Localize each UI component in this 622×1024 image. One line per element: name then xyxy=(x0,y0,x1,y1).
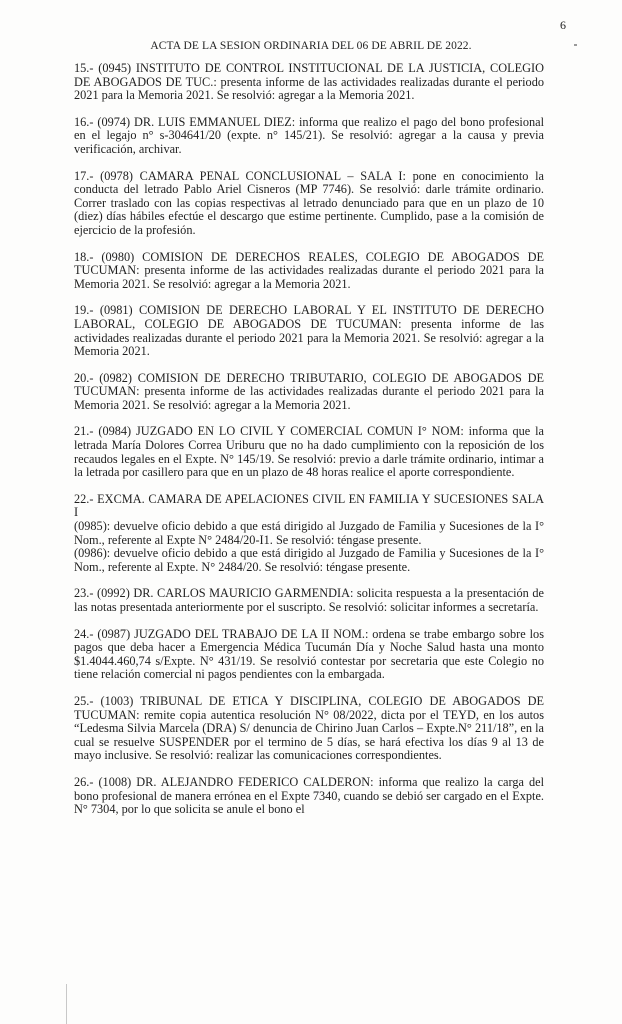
document-header: ACTA DE LA SESION ORDINARIA DEL 06 DE ABRIL DE 2022. xyxy=(150,40,472,52)
entry-23 xyxy=(74,587,544,614)
entry-paragraph: 24.- (0987) JUZGADO DEL TRABAJO DE LA II NOM.: ordena se trabe embargo sobre los pagos que deba hacer a Emergencia Médica Tucumán Día y Noche Salud hasta una monto $1.4044.460,74 s/Expte. N° 431/19. Se resolvió contestar por secretaria que este Colegio no tiene relación comercial ni pagos pendientes con la embargada. xyxy=(74,626,544,682)
entry-paragraph: 19.- (0981) COMISION DE DERECHO LABORAL Y EL INSTITUTO DE DERECHO LABORAL, COLEGIO DE ABOGADOS DE TUCUMAN: presenta informe de las actividades realizadas durante el periodo 2021 para la Memoria 2021. Se resolvió: agregar a la Memoria 2021. xyxy=(74,303,544,359)
entry-20 xyxy=(74,372,544,413)
entry-paragraph: 23.- (0992) DR. CARLOS MAURICIO GARMENDIA: solicita respuesta a la presentación de las notas presentada anteriormente por el suscripto. Se resolvió: solicitar informes a secretaría. xyxy=(74,586,544,614)
entry-17 xyxy=(74,170,544,238)
entry-26 xyxy=(74,776,544,817)
entry-18 xyxy=(74,251,544,292)
entry-heading: 22.- EXCMA. CAMARA DE APELACIONES CIVIL EN FAMILIA Y SUCESIONES SALA I xyxy=(74,491,544,520)
entry-paragraph: 21.- (0984) JUZGADO EN LO CIVIL Y COMERCIAL COMUN I° NOM: informa que la letrada María Dolores Correa Uriburu que no ha dado cumplimiento con la reposición de los recaudos legales en el Expte. N° 145/19. Se resolvió: previo a darle trámite ordinario, intimar a la letrada por casillero para que en un plazo de 48 horas realice el aporte correspondiente. xyxy=(74,424,544,480)
entry-paragraph: 15.- (0945) INSTITUTO DE CONTROL INSTITUCIONAL DE LA JUSTICIA, COLEGIO DE ABOGADOS DE TUC.: presenta informe de las actividades realizadas durante el periodo 2021 para la Memoria 2021. Se resolvió: agregar a la Memoria 2021. xyxy=(74,61,544,103)
entry-paragraph: 16.- (0974) DR. LUIS EMMANUEL DIEZ: informa que realizo el pago del bono profesional en el legajo n° s-304641/20 (expte. n° 145/21). Se resolvió: agregar a la causa y previa verificación, archivar. xyxy=(74,114,544,156)
entry-22 xyxy=(74,493,544,575)
entry-paragraph: 25.- (1003) TRIBUNAL DE ETICA Y DISCIPLINA, COLEGIO DE ABOGADOS DE TUCUMAN: remite copia autentica resolución N° 08/2022, dicta por el TEYD, en los autos “Ledesma Silvia Marcela (DRA) S/ denuncia de Chirino Juan Carlos – Expte.N° 211/18”, en la cual se resuelve SUSPENDER por el termino de 5 días, se hará efectiva los días 9 al 13 de mayo inclusive. Se resolvió: realizar las comunicaciones correspondientes. xyxy=(74,693,544,763)
entry-16 xyxy=(74,116,544,157)
page-number: 6 xyxy=(560,18,566,32)
entry-paragraph: (0985): devuelve oficio debido a que está dirigido al Juzgado de Familia y Sucesiones de la I° Nom., referente al Expte N° 2484/20-I1. Se resolvió: téngase presente. xyxy=(74,519,544,547)
entry-paragraph: (0986): devuelve oficio debido a que está dirigido al Juzgado de Familia y Sucesiones de la I° Nom., referente al Expte. N° 2484/20. Se resolvió: téngase presente. xyxy=(74,546,544,574)
entry-paragraph: 18.- (0980) COMISION DE DERECHOS REALES, COLEGIO DE ABOGADOS DE TUCUMAN: presenta informe de las actividades realizadas durante el periodo 2021 para la Memoria 2021. Se resolvió: agregar a la Memoria 2021. xyxy=(74,249,544,291)
entry-21 xyxy=(74,425,544,479)
entry-25 xyxy=(74,695,544,763)
entry-24 xyxy=(74,628,544,682)
scan-edge-line xyxy=(66,984,67,1024)
document-body xyxy=(74,62,544,830)
entry-paragraph: 17.- (0978) CAMARA PENAL CONCLUSIONAL – SALA I: pone en conocimiento la conducta del letrado Pablo Ariel Cisneros (MP 7746). Se resolvió: darle trámite ordinario. Correr traslado con las copias respectivas al letrado denunciado para que en un plazo de 10 (diez) días hábiles efectúe el descargo que estime pertinente. Cumplido, pase a la comisión de ejercicio de la profesión. xyxy=(74,168,544,237)
entry-15 xyxy=(74,62,544,103)
entry-19 xyxy=(74,304,544,358)
entry-paragraph: 26.- (1008) DR. ALEJANDRO FEDERICO CALDERON: informa que realizo la carga del bono profesional de manera errónea en el Expte 7340, cuando se debió ser cargado en el Expte. N° 7304, por lo que solicita se anule el bono el xyxy=(74,774,544,817)
entry-paragraph: 20.- (0982) COMISION DE DERECHO TRIBUTARIO, COLEGIO DE ABOGADOS DE TUCUMAN: presenta informe de las actividades realizadas durante el periodo 2021 para la Memoria 2021. Se resolvió: agregar a la Memoria 2021. xyxy=(74,370,544,412)
